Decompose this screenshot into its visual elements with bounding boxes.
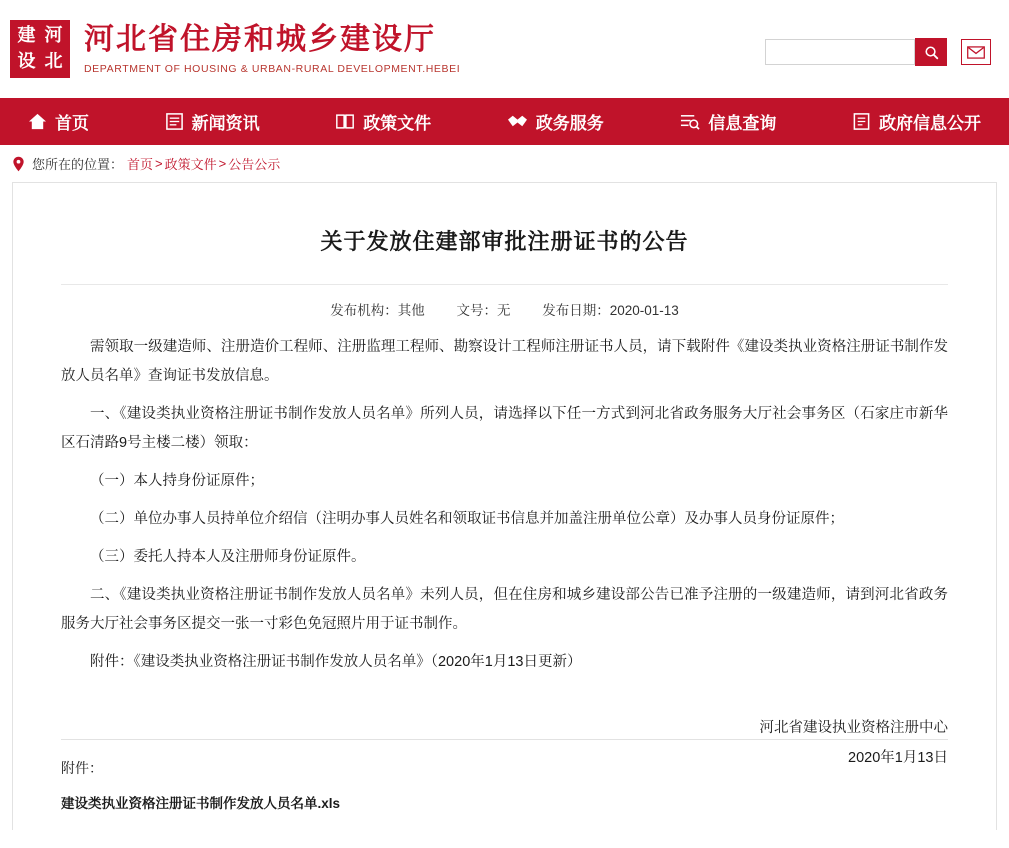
page-title: 关于发放住建部审批注册证书的公告	[320, 229, 689, 254]
breadcrumb-separator: >	[218, 156, 227, 171]
nav-item-policy-documents[interactable]	[335, 109, 431, 134]
nav-label: 新闻资讯	[191, 114, 260, 133]
seal-char: 建	[17, 25, 36, 46]
location-pin-icon	[12, 156, 25, 172]
breadcrumb-item-home[interactable]: 首页	[127, 157, 154, 172]
paragraph: （三）委托人持本人及注册师身份证原件。	[90, 549, 366, 565]
search-box[interactable]	[765, 39, 915, 65]
paragraph: （一）本人持身份证原件；	[90, 473, 264, 489]
seal-char: 北	[44, 51, 63, 72]
nav-item-home[interactable]	[28, 109, 89, 134]
document-icon	[852, 112, 871, 131]
department-seal-icon	[10, 20, 70, 78]
paragraph: 附件：《建设类执业资格注册证书制作发放人员名单》（2020年1月13日更新）	[90, 654, 582, 670]
nav-item-information-query[interactable]	[679, 109, 776, 134]
site-header	[0, 0, 1009, 98]
mail-icon	[967, 46, 985, 59]
paragraph: （二）单位办事人员持单位介绍信（注明办事人员姓名和领取证书信息并加盖注册单位公章）及办事人员身份证原件；	[90, 511, 844, 527]
home-icon	[28, 112, 47, 131]
article-card	[12, 182, 997, 830]
handshake-icon	[507, 112, 528, 131]
search-button[interactable]	[915, 38, 947, 66]
nav-label: 政务服务	[535, 114, 604, 133]
org-name-en: DEPARTMENT OF HOUSING & URBAN-RURAL DEVELOPMENT.HEBEI	[84, 62, 461, 75]
attachment-link[interactable]: 建设类执业资格注册证书制作发放人员名单.xls	[61, 796, 341, 811]
site-logo[interactable]	[10, 20, 460, 78]
nav-label: 首页	[55, 114, 89, 133]
header-tools	[765, 38, 991, 66]
search-icon	[924, 45, 939, 60]
attachment-section	[61, 739, 948, 812]
signature-org: 河北省建设执业资格注册中心	[759, 720, 948, 736]
seal-char: 河	[44, 25, 63, 46]
nav-item-government-services[interactable]	[507, 109, 604, 134]
search-input[interactable]	[766, 40, 914, 64]
seal-char: 设	[17, 51, 36, 72]
nav-label: 政策文件	[363, 114, 432, 133]
nav-item-news[interactable]	[165, 109, 260, 134]
paragraph: 需领取一级建造师、注册造价工程师、注册监理工程师、勘察设计工程师注册证书人员，请下载附件《建设类执业资格注册证书制作发放人员名单》查询证书发放信息。	[61, 339, 948, 384]
breadcrumb-item-announcements[interactable]: 公告公示	[228, 157, 281, 172]
org-name-cn: 河北省住房和城乡建设厅	[84, 23, 436, 57]
nav-label: 信息查询	[708, 114, 777, 133]
paragraph: 二、《建设类执业资格注册证书制作发放人员名单》未列人员，但在住房和城乡建设部公告已准予注册的一级建造师，请到河北省政务服务大厅社会事务区提交一张一寸彩色免冠照片用于证书制作。	[61, 587, 948, 632]
nav-label: 政府信息公开	[878, 114, 981, 133]
document-body	[61, 333, 948, 677]
list-search-icon	[679, 112, 700, 131]
nav-item-government-disclosure[interactable]	[852, 109, 981, 134]
meta-agency: 发布机构：其他	[330, 303, 425, 318]
meta-doc-number: 文号：无	[456, 303, 511, 318]
meta-publish-date: 发布日期：2020-01-13	[542, 303, 679, 318]
signature-date: 2020年1月13日	[848, 750, 948, 767]
breadcrumb-item-policy-documents[interactable]: 政策文件	[164, 157, 217, 172]
document-meta	[61, 284, 948, 319]
breadcrumb-label: 您所在的位置：	[32, 157, 124, 172]
news-icon	[165, 112, 184, 131]
attachment-label: 附件：	[61, 760, 103, 776]
mail-button[interactable]	[961, 39, 991, 65]
breadcrumb	[0, 145, 1009, 182]
main-nav	[0, 98, 1009, 145]
book-icon	[335, 112, 355, 131]
breadcrumb-separator: >	[155, 156, 163, 171]
paragraph: 一、《建设类执业资格注册证书制作发放人员名单》所列人员，请选择以下任一方式到河北省政务服务大厅社会事务区（石家庄市新华区石清路9号主楼二楼）领取：	[61, 406, 948, 451]
